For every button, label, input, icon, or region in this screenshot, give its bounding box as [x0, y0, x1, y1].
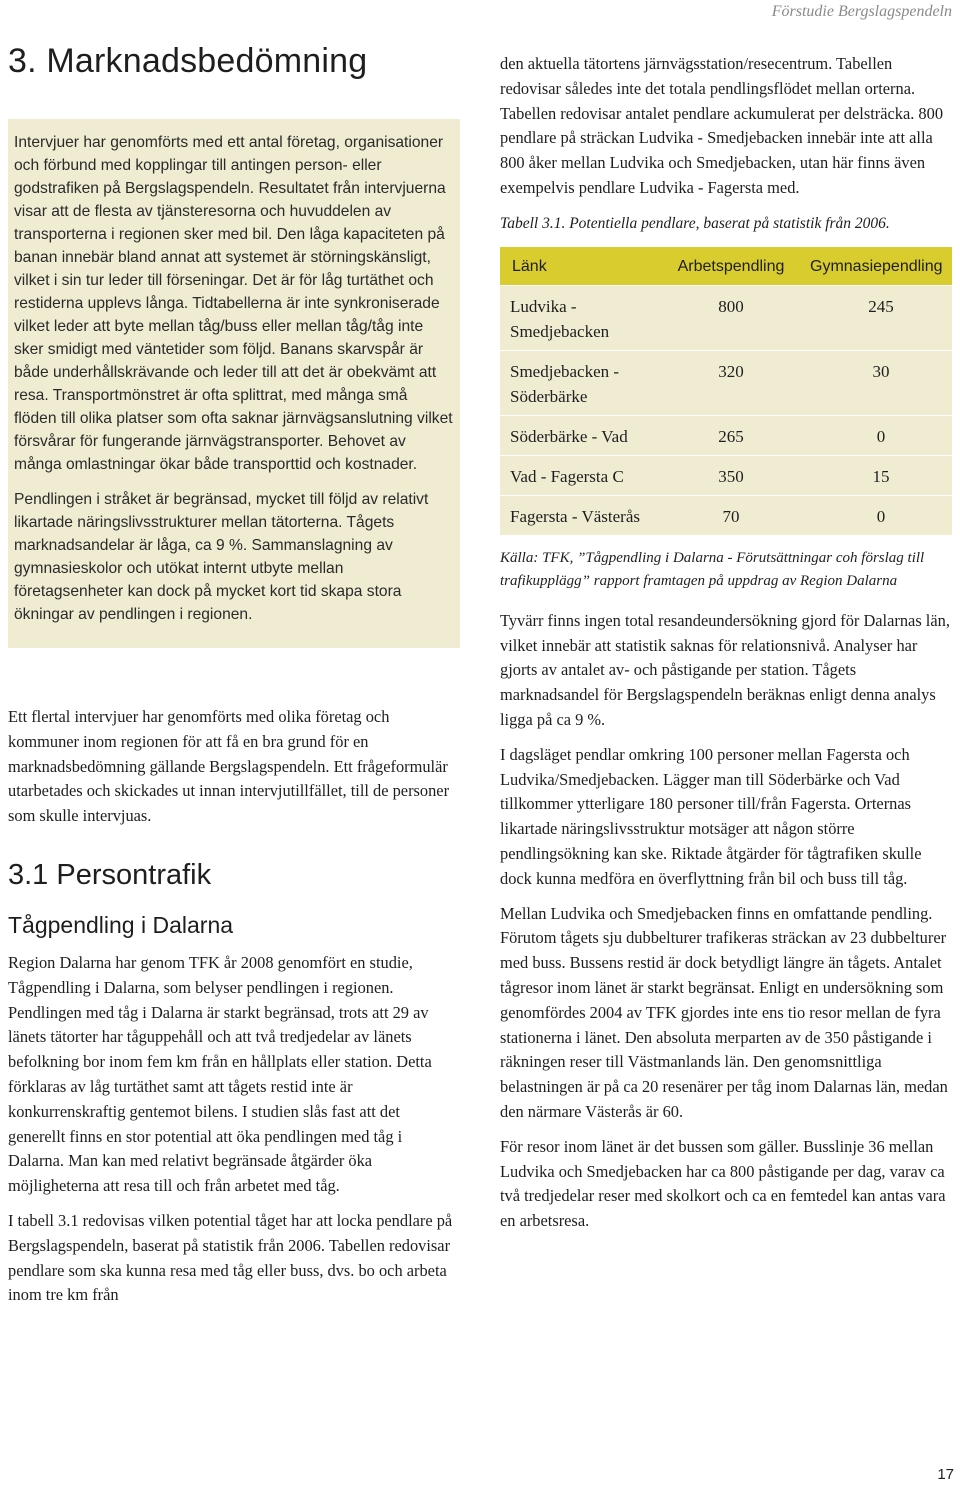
table-header-row — [500, 247, 952, 286]
table-cell-link: Smedjebacken - Söderbärke — [510, 361, 620, 406]
running-head: Förstudie Bergslagspendeln — [771, 3, 952, 20]
section-title: 3.1 Persontrafik — [8, 858, 212, 891]
body-paragraph-continued: den aktuella tätortens järnvägsstation/resecentrum. Tabellen redovisar således inte det totala pendlingsflödet mellan orterna. Tabellen redovisar antalet pendlare ackumulerat per delsträcka. 800 pendlare på sträckan Ludvika - Smedjebacken innebär inte att alla 800 åker mellan Ludvika och Smedjebacken, utan här finns även exempelvis pendlare Ludvika - Fagersta med. — [500, 54, 944, 197]
intro-paragraph: Ett flertal intervjuer har genomförts med olika företag och kommuner inom regionen för att få en bra grund för en marknadsbedömning gällande Bergslagspendeln. Ett frågeformulär utarbetades och skickades ut innan intervjutillfället, till de personer som skulle intervjuas. — [8, 707, 450, 826]
commuter-table — [500, 247, 952, 535]
body-paragraph: Mellan Ludvika och Smedjebacken finns en omfattande pendling. Förutom tågets sju dubbelturer trafikeras sträckan av 23 dubbelturer med buss. Bussens restid är dock betydligt längre än tågets. Antalet tågresor inom länet är starkt begränsat. Enligt en undersökning som genomfördes 2004 av TFK gjordes inte ens tio resor mellan de fyra stationerna i länet. Den absoluta merparten av de 350 påstigande i räkningen reser till Västmanlands län. Den genomsnittliga belastningen är på ca 20 resenärer per tåg inom Dalarnas län, medan den närmare Västerås är 60. — [500, 903, 948, 1121]
table-cell-work: 800 — [718, 296, 744, 316]
summary-paragraph-1: Intervjuer har genomförts med ett antal företag, organisationer och förbund med kopplingar till antingen person- eller godstrafiken på Bergslagspendeln. Resultatet från intervjuerna visar att de flesta av tjänsteresorna och huvuddelen av transporterna i regionen sker med bil. Den låga kapaciteten på banan innebär bland annat att systemet är störningskänsligt, vilket i sin tur leder till förseningar. Det är för låg turtäthet och restiderna upplevs långa. Tidtabellerna är inte synkroniserade vilket leder att byte mellan tåg/buss eller mellan tåg/tåg inte sker smidigt med väntetider som följd. Banans skarvspår är både underhållskrävande och leder till att det är obekvämt att resa. Transportmönstret är ofta splittrat, med många små flöden till olika platser som ofta saknar järnvägsanslutning vilket försvårar för fungerande järnvägstransporter. Behovet av många omlastningar ökar både transporttid och kostnader. — [14, 134, 453, 473]
left-column — [8, 42, 460, 1308]
body-paragraph: I dagsläget pendlar omkring 100 personer mellan Fagersta och Ludvika/Smedjebacken. Lägger man till Söderbärke och Vad tillkommer ytterligare 180 personer till/från Fagersta. Orternas likartade näringslivsstruktur motsäger att någon större pendlingsökning kan ske. Riktade åtgärder för tågtrafiken skulle dock kunna medföra en överflyttning från bil och buss till tåg. — [500, 744, 922, 888]
summary-box — [8, 119, 460, 648]
table-cell-link: Vad - Fagersta C — [510, 466, 624, 486]
table-row — [500, 286, 952, 351]
table-cell-school: 245 — [868, 296, 894, 316]
table-cell-work: 70 — [722, 506, 740, 526]
body-paragraph: För resor inom länet är det bussen som gäller. Busslinje 36 mellan Ludvika och Smedjebacken har ca 800 påstigande per dag, varav ca två tredjedelar reser med skolkort och ca en femtedel kan antas vara en arbetsresa. — [500, 1136, 946, 1231]
table-row — [500, 416, 952, 456]
right-column — [500, 52, 952, 1234]
body-paragraph: Region Dalarna har genom TFK år 2008 genomfört en studie, Tågpendling i Dalarna, som belyser pendlingen i regionen. Pendlingen med tåg i Dalarna är starkt begränsad, trots att 29 av länets tätorter har tåguppehåll och att två tredjedelar av länets befolkning bor inom fem km från en hållplats eller station. Detta förklaras av låg turtäthet samt att tågets restid inte är konkurrenskraftig gentemot bilens. I studien slås fast att det generellt finns en stor potential att öka pendlingen med tåg i Dalarna. Man kan med relativt begränsade åtgärder öka möjligheterna att resa till och från arbetet med tåg. — [8, 952, 432, 1196]
page-number: 17 — [937, 1466, 954, 1483]
chapter-title: 3. Marknadsbedömning — [8, 42, 368, 80]
table-row — [500, 456, 952, 496]
body-paragraph: Tyvärr finns ingen total resandeundersökning gjord för Dalarnas län, vilket innebär att statistik saknas för relationsnivå. Analyser har gjorts av antalet av- och påstigande per station. Tågets marknadsandel för Bergslagspendeln beräknas enligt denna analys ligga på ca 9 %. — [500, 610, 950, 729]
table-header-cell: Gymnasiependling — [810, 257, 943, 275]
body-paragraph: I tabell 3.1 redovisas vilken potential tåget har att locka pendlare på Bergslagspendeln, baserat på statistik från 2006. Tabellen redovisar pendlare som ska kunna resa med tåg eller buss, dvs. bo och arbeta inom tre km från — [8, 1210, 453, 1305]
table-header-cell: Arbetspendling — [677, 257, 785, 275]
table-source: Källa: TFK, ”Tågpendling i Dalarna - Förutsättningar coh förslag till trafikupplägg” rapport framtagen på uppdrag av Region Dalarna — [500, 549, 925, 589]
table-cell-school: 0 — [876, 426, 886, 446]
table-cell-link: Ludvika - Smedjebacken — [510, 296, 610, 341]
table-cell-school: 30 — [872, 361, 890, 381]
table-cell-link: Fagersta - Västerås — [510, 506, 640, 526]
table-row — [500, 496, 952, 535]
table-cell-work: 320 — [718, 361, 744, 381]
subsection-title: Tågpendling i Dalarna — [8, 911, 234, 938]
table-header-cell: Länk — [512, 257, 547, 275]
table-cell-work: 265 — [718, 426, 744, 446]
summary-paragraph-2: Pendlingen i stråket är begränsad, mycket till följd av relativt likartade näringslivsstrukturer mellan tätorterna. Tågets marknadsandelar är låga, ca 9 %. Sammanslagning av gymnasieskolor och utökat internt utbyte mellan företagsenheter kan dock på mycket kort tid skapa stora ökningar av pendlingen i regionen. — [14, 491, 429, 623]
table-row — [500, 351, 952, 416]
table-cell-school: 15 — [872, 466, 890, 486]
table-cell-link: Söderbärke - Vad — [510, 426, 628, 446]
table-cell-work: 350 — [718, 466, 744, 486]
table-caption: Tabell 3.1. Potentiella pendlare, baserat på statistik från 2006. — [500, 214, 890, 232]
table-cell-school: 0 — [876, 506, 886, 526]
